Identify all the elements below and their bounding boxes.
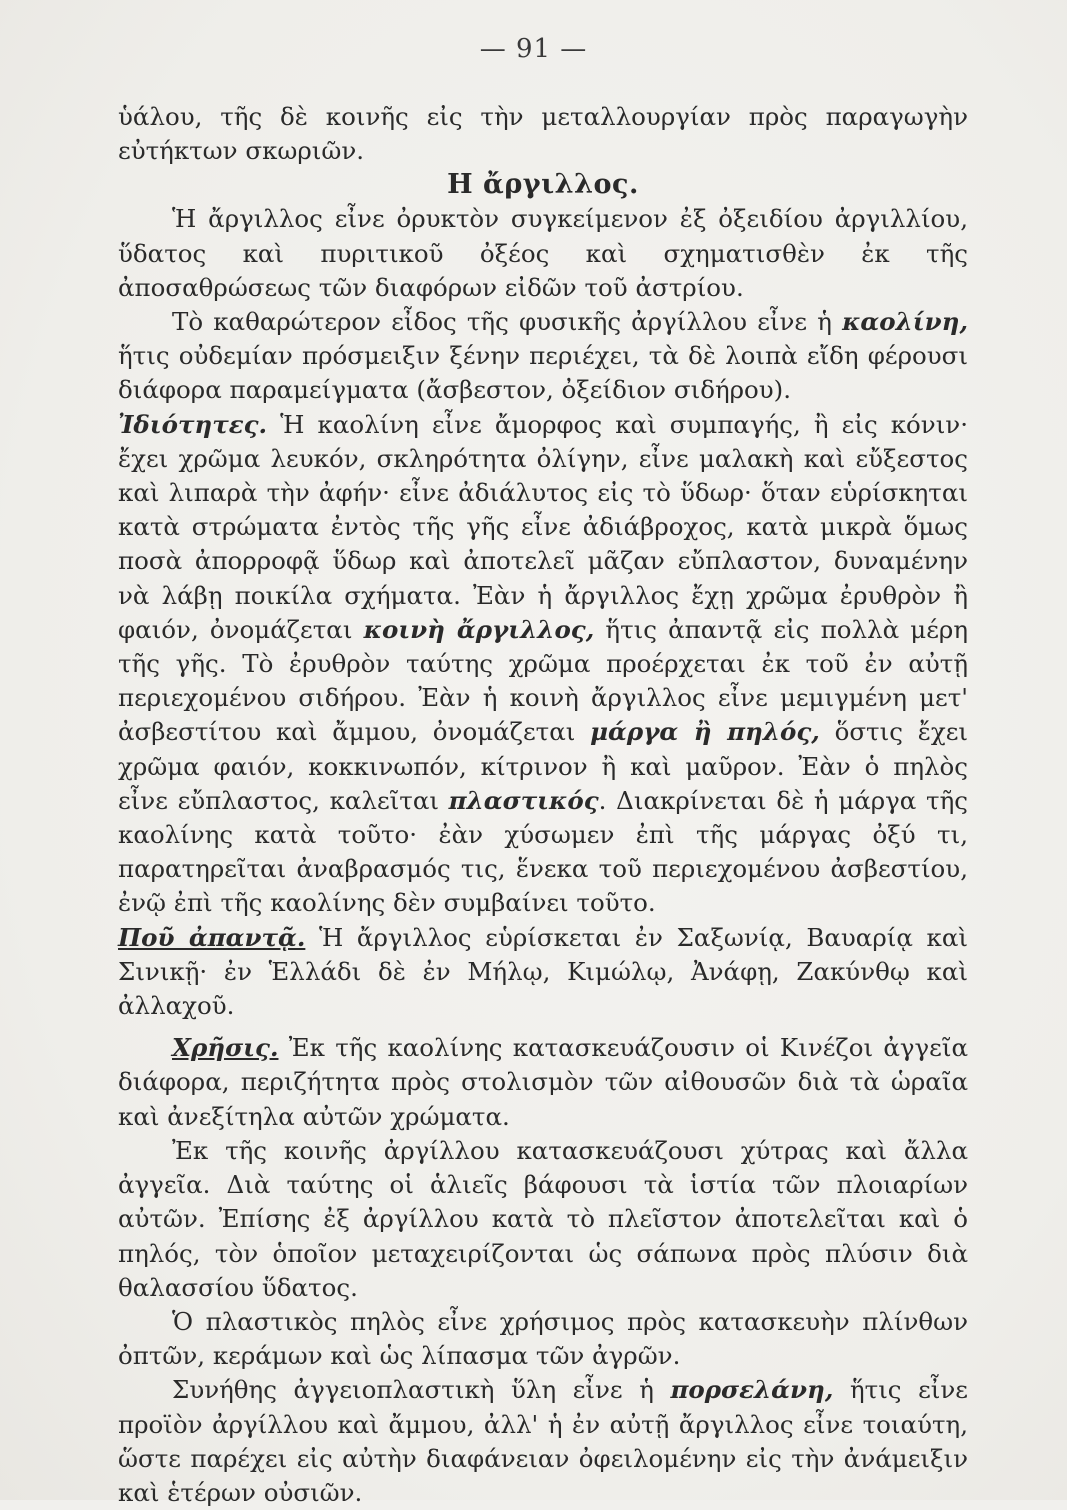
paragraph-uses [118, 1031, 968, 1134]
intro-paragraph: ὑάλου, τῆς δὲ κοινῆς εἰς τὴν μεταλλουργίαν πρὸς παραγωγὴν εὐτήκτων σκωριῶν. [118, 102, 968, 166]
body-text [118, 100, 968, 1510]
paragraph-common-clay-uses: Ἐκ τῆς κοινῆς ἀργίλλου κατασκευάζουσι χύτρας καὶ ἄλλα ἀγγεῖα. Διὰ ταύτης οἱ ἁλιεῖς βάφουσι τὰ ἱστία τῶν πλοιαρίων αὐτῶν. Ἐπίσης ἐξ ἀργίλλου κατὰ τὸ πλεῖστον ἀποτελεῖται καὶ ὁ πηλός, τὸν ὁποῖον μεταχειρίζονται ὡς σάπωνα πρὸς πλύσιν διὰ θαλασσίου ὕδατος. [118, 1135, 968, 1302]
term-porcelain: πορσελάνη, [670, 1375, 834, 1405]
text-run: . Διακρίνεται δὲ ἡ μάργα τῆς καολίνης κατὰ τοῦτο· ἐὰν χύσωμεν ἐπὶ τῆς μάργας ὀξύ τι, παρατηρεῖται ἀναβρασμός τις, ἕνεκα τοῦ περιεχομένου ἀσβεστίου, ἐνῷ ἐπὶ τῆς καολίνης δὲν συμβαίνει τοῦτο. [118, 785, 968, 918]
text-run: ἥτις ἀπαντᾷ εἰς πολλὰ μέρη τῆς γῆς. Τὸ ἐρυθρὸν ταύτης χρῶμα προέρχεται ἐκ τοῦ ἐν αὐτῇ περιεχομένου σιδήρου. Ἐὰν ἡ κοινὴ ἄργιλλος εἶνε μεμιγμένη μετ' ἀσβεστίτου καὶ ἄμμου, ὀνομάζεται [118, 614, 968, 747]
section-heading: Η ἄργιλλος. [447, 169, 639, 201]
run-in-occurrence: Ποῦ ἀπαντᾷ. [118, 922, 306, 952]
text-run: Ἡ καολίνη εἶνε ἄμορφος καὶ συμπαγής, ἢ εἰς κόνιν· ἔχει χρῶμα λευκόν, σκληρότητα ὀλίγην, εἶνε μαλακὴ καὶ εὔξεστος καὶ λιπαρὰ τὴν ἀφήν· εἶνε ἀδιάλυτος εἰς τὸ ὕδωρ· ὅταν εὑρίσκηται κατὰ στρώματα ἐντὸς τῆς γῆς εἶνε ἀδιάβροχος, κατὰ μικρὰ ὅμως ποσὰ ἀπορροφᾷ ὕδωρ καὶ ἀποτελεῖ μᾶζαν εὔπλαστον, δυναμένην νὰ λάβῃ ποικίλα σχήματα. Ἐὰν ἡ ἄργιλλος ἔχῃ χρῶμα ἐρυθρὸν ἢ φαιόν, ὀνομάζεται [118, 409, 968, 644]
paragraph-properties [118, 408, 968, 921]
text-run: ἥτις εἶνε προϊὸν ἀργίλλου καὶ ἄμμου, ἀλλ' ἡ ἐν αὐτῇ ἄργιλλος εἶνε τοιαύτη, ὥστε παρέχει εἰς αὐτὴν διαφάνειαν ὀφειλομένην εἰς τὴν ἀνάμειξιν καὶ ἑτέρων οὐσιῶν. [118, 1375, 968, 1507]
paragraph-occurrence [118, 921, 968, 1024]
text-run: Ἐκ τῆς καολίνης κατασκευάζουσιν οἱ Κινέζοι ἀγγεῖα διάφορα, περιζήτητα πρὸς στολισμὸν τῶν αἰθουσῶν διὰ τὰ ὡραῖα καὶ ἀνεξίτηλα αὐτῶν χρώματα. [118, 1033, 968, 1131]
term-kaolin: καολίνη, [842, 307, 968, 337]
term-marl: μάργα ἢ πηλός, [590, 717, 820, 747]
text-run: Ἡ ἄργιλλος εὑρίσκεται ἐν Σαξωνίᾳ, Βαυαρίᾳ καὶ Σινικῇ· ἐν Ἑλλάδι δὲ ἐν Μήλῳ, Κιμώλῳ, Ἀνάφῃ, Ζακύνθῳ καὶ ἀλλαχοῦ. [118, 922, 968, 1021]
paragraph-plastic-clay: Ὁ πλαστικὸς πηλὸς εἶνε χρήσιμος πρὸς κατασκευὴν πλίνθων ὀπτῶν, κεράμων καὶ ὡς λίπασμα τῶν ἀγρῶν. [118, 1306, 968, 1371]
spacer [118, 1023, 968, 1031]
paragraph-porcelain [118, 1373, 968, 1510]
run-in-uses: Χρῆσις. [172, 1033, 279, 1063]
paragraph-definition: Ἡ ἄργιλλος εἶνε ὀρυκτὸν συγκείμενον ἐξ ὀξειδίου ἀργιλλίου, ὕδατος καὶ πυριτικοῦ ὀξέος καὶ σχηματισθὲν ἐκ τῆς ἀποσαθρώσεως τῶν διαφόρων εἰδῶν τοῦ ἀστρίου. [118, 204, 968, 302]
text-run: Τὸ καθαρώτερον εἶδος τῆς φυσικῆς ἀργίλλου εἶνε ἡ [172, 307, 843, 337]
term-common-clay: κοινὴ ἄργιλλος, [363, 614, 595, 644]
paragraph-kaolin [118, 305, 968, 408]
text-run: ὅστις ἔχει χρῶμα φαιόν, κοκκινωπόν, κίτρινον ἢ καὶ μαῦρον. Ἐὰν ὁ πηλὸς εἶνε εὔπλαστος, καλεῖται [118, 717, 968, 815]
text-run: Συνήθης ἀγγειοπλαστικὴ ὕλη εἶνε ἡ [172, 1375, 671, 1405]
page-number: — 91 — [479, 34, 588, 64]
run-in-properties: Ἰδιότητες. [118, 409, 268, 439]
term-plastic: πλαστικός [448, 785, 599, 815]
text-run: ἥτις οὐδεμίαν πρόσμειξιν ξένην περιέχει, τὰ δὲ λοιπὰ εἴδη φέρουσι διάφορα παραμείγματα (ἄσβεστον, ὀξείδιον σιδήρου). [118, 341, 968, 405]
